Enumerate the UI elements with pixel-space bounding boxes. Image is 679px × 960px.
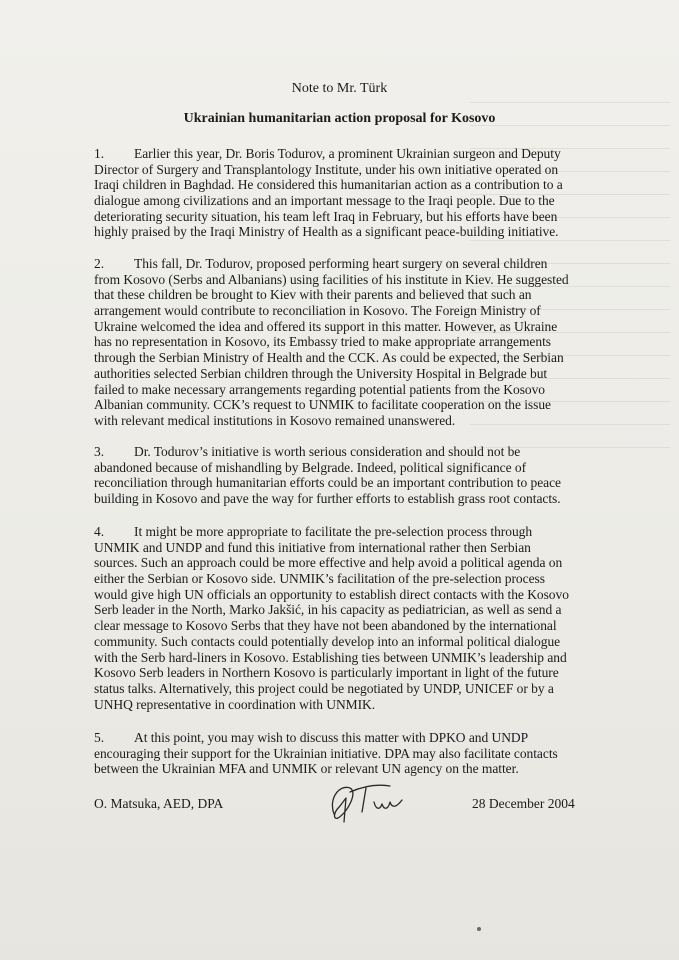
paragraph-line: Iraqi children in Baghdad. He considered this humanitarian action as a contribution to a xyxy=(94,177,563,193)
paragraph-line: clear message to Kosovo Serbs that they have not been abandoned by the international xyxy=(94,618,557,634)
paragraph-line: UNMIK and UNDP and fund this initiative from international rather then Serbian xyxy=(94,539,531,555)
paragraph-line: status talks. Alternatively, this project could be negotiated by UNDP, UNICEF or by a xyxy=(94,680,554,696)
paragraph-line: Serb leader in the North, Marko Jakšić, in his capacity as pediatrician, as well as send a xyxy=(94,602,562,618)
paragraph-line: 2. This fall, Dr. Todurov, proposed performing heart surgery on several children xyxy=(94,256,548,271)
paragraph-number: 3. xyxy=(94,444,105,459)
paragraph-line: community. Such contacts could potentially develop into an informal political dialogue xyxy=(94,633,561,649)
paragraph-number: 5. xyxy=(94,730,105,745)
paragraph-line: highly praised by the Iraqi Ministry of Health as a significant peace-building initiative. xyxy=(94,224,559,240)
paragraph-number: 1. xyxy=(94,146,105,161)
paragraph-line: Ukraine welcomed the idea and offered its support in this matter. However, as Ukraine xyxy=(94,318,558,334)
paragraph-line: building in Kosovo and pave the way for further efforts to establish grass root contacts. xyxy=(94,491,561,507)
paragraph-line: with relevant medical institutions in Kosovo remained unanswered. xyxy=(94,412,456,428)
paragraph-line: encouraging their support for the Ukrainian initiative. DPA may also facilitate contacts xyxy=(94,745,558,761)
paragraph-4 xyxy=(94,524,604,712)
signature-block xyxy=(94,792,594,832)
paragraph-line: arrangement would contribute to reconciliation in Kosovo. The Foreign Ministry of xyxy=(94,303,541,319)
paragraph-line: authorities selected Serbian children through the University Hospital in Belgrade but xyxy=(94,365,548,381)
paragraph-line: reconciliation through humanitarian efforts could be an important contribution to peace xyxy=(94,475,562,491)
paragraph-line: UNHQ representative in coordination with UNMIK. xyxy=(94,696,376,712)
author-name: O. Matsuka, AED, DPA xyxy=(94,796,224,811)
paragraph-line: abandoned because of mishandling by Belgrade. Indeed, political significance of xyxy=(94,459,527,475)
document-date: 28 December 2004 xyxy=(472,796,575,811)
paragraph-line: that these children be brought to Kiev with their parents and believed that such an xyxy=(94,287,532,303)
paragraph-line: through the Serbian Ministry of Health and the CCK. As could be expected, the Serbian xyxy=(94,350,564,366)
paragraph-line: either the Serbian or Kosovo side. UNMIK’s facilitation of the pre-selection process xyxy=(94,571,545,587)
paragraph-line: would give high UN officials an opportunity to establish direct contacts with the Kosovo xyxy=(94,586,569,602)
document-heading: Ukrainian humanitarian action proposal for Kosovo xyxy=(183,111,496,126)
paragraph-line: between the Ukrainian MFA and UNMIK or relevant UN agency on the matter. xyxy=(94,761,519,777)
paragraph-2 xyxy=(94,256,604,429)
paragraph-line: deteriorating security situation, his team left Iraq in February, but his efforts have been xyxy=(94,208,558,224)
handwritten-signature xyxy=(320,778,410,828)
paragraph-line: Albanian community. CCK’s request to UNMIK to facilitate cooperation on the issue xyxy=(94,397,551,413)
paragraph-5 xyxy=(94,730,604,777)
paragraph-number: 2. xyxy=(94,256,105,271)
paragraph-3 xyxy=(94,444,604,507)
paragraph-line: with the Serb hard-liners in Kosovo. Establishing ties between UNMIK’s leadership and xyxy=(94,649,567,665)
paragraph-line: 1. Earlier this year, Dr. Boris Todurov, a prominent Ukrainian surgeon and Deputy xyxy=(94,146,561,161)
paragraph-line: 3. Dr. Todurov’s initiative is worth serious consideration and should not be xyxy=(94,444,521,459)
note-recipient: Note to Mr. Türk xyxy=(291,81,388,96)
paragraph-line: has no representation in Kosovo, its Embassy tried to make appropriate arrangements xyxy=(94,334,551,350)
paragraph-line: Kosovo Serb leaders in Northern Kosovo is particularly important in light of the future xyxy=(94,665,559,681)
paragraph-line: 5. At this point, you may wish to discuss this matter with DPKO and UNDP xyxy=(94,730,529,745)
paragraph-line: 4. It might be more appropriate to facilitate the pre-selection process through xyxy=(94,524,533,539)
paragraph-line: dialogue among civilizations and an important message to the Iraqi people. Due to the xyxy=(94,193,555,209)
paragraph-line: from Kosovo (Serbs and Albanians) using facilities of his institute in Kiev. He suggested xyxy=(94,271,569,287)
speck xyxy=(477,927,481,931)
paragraph-line: failed to make necessary arrangements regarding potential patients from the Kosovo xyxy=(94,381,545,397)
paragraph-line: Director of Surgery and Transplantology Institute, under his own initiative operated on xyxy=(94,161,559,177)
paragraph-number: 4. xyxy=(94,524,105,539)
paragraph-line: sources. Such an approach could be more effective and help avoid a political agenda on xyxy=(94,555,563,571)
paragraph-1 xyxy=(94,146,604,240)
